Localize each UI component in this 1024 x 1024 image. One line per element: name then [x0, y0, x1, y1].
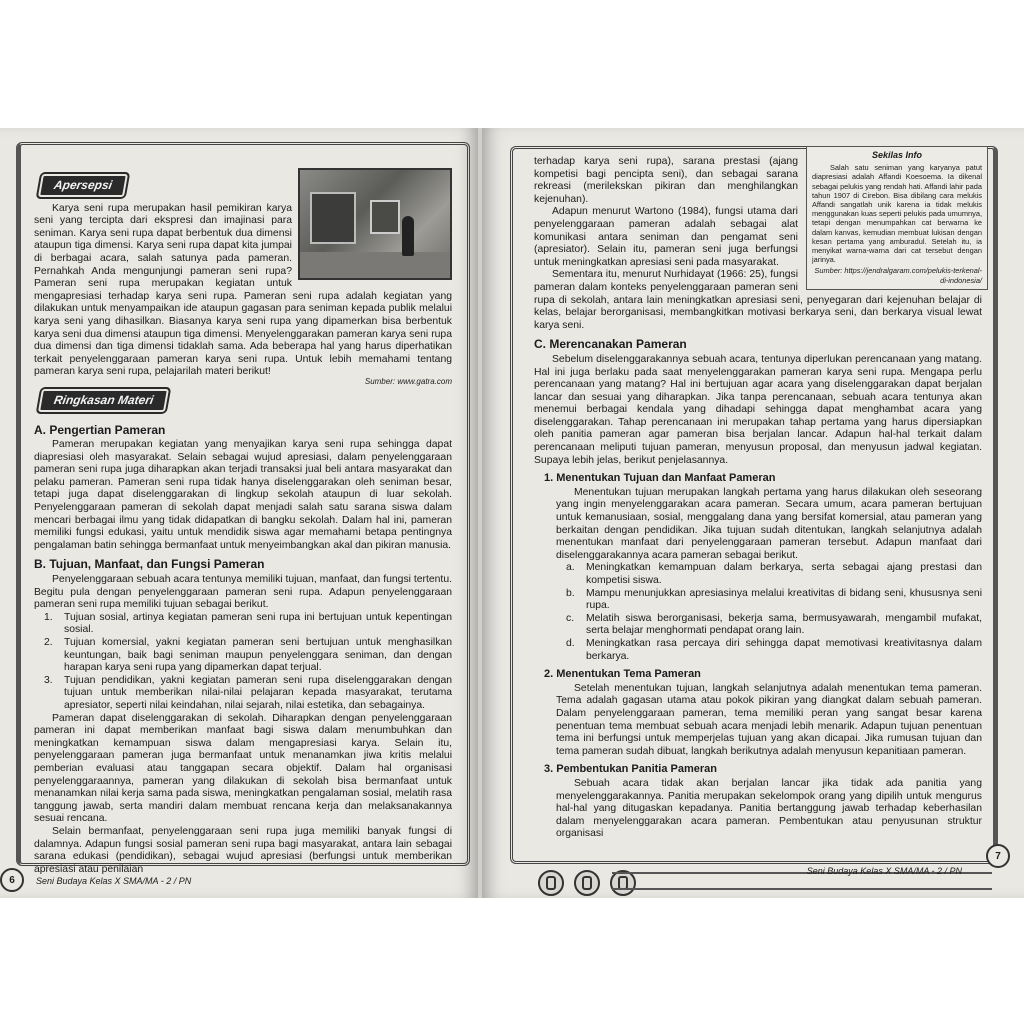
list-item: b. Mampu menunjukkan apresiasinya melalui kreativitas di bidang seni, khususnya seni rupa. — [566, 587, 982, 612]
painting-shape — [370, 200, 400, 234]
exhibition-photo — [298, 168, 452, 280]
painting-shape — [310, 192, 356, 244]
list-item: a. Meningkatkan kemampuan dalam berkarya, serta sebagai ajang prestasi dan kompetisi siswa. — [566, 562, 982, 586]
left-page — [0, 128, 478, 898]
circle-ornament-icon — [538, 870, 564, 896]
section-b-heading: B. Tujuan, Manfaat, dan Fungsi Pameran — [34, 557, 265, 572]
sekilas-info-text: Salah satu seniman yang karyanya patut diapresiasi adalah Affandi Koesoema. Ia dikenal sebagai pelukis yang rendah hati. Affandi lahir pada tahun 1907 di Cirebon. Bisa dibilang cara melukis Affandi sangatlah unik karena ia tidak melukis menggunakan kuas seperti pelukis pada umumnya, tetapi dengan menumpahkan cat berwarna ke dalam kanvas, kemudian membuat lukisan dengan kesan pertama yang amburadul. Setelah itu, ia menyikat warna-warna dari cat tersebut dengan jarinya. — [812, 163, 982, 265]
ringkasan-banner: Ringkasan Materi — [38, 389, 169, 412]
section-a-text: Pameran merupakan kegiatan yang menyajikan karya seni rupa sehingga dapat diapresiasi oleh masyarakat. Selain sebagai wujud apresiasi, dalam penyelenggaraan pameran seni rupa juga diharapkan akan terjadi transaksi jual beli antara masyarakat dan pelaku pameran. Pameran seni rupa tidak hanya diselenggarakan oleh seniman besar, tetapi juga dapat diselenggarakan di lingkup sekolah ataupun di luar sekolah. Penyelenggaraan pameran di sekolah dapat menjadi salah satu sarana siswa dalam mencari berbagai ilmu yang tidak didapatkan di bangku sekolah. Dalam hal ini, pameran memiliki fungsi edukasi, yaitu untuk mendidik siswa agar memahami betapa pentingnya pengalaman batin sehingga bermanfaat untuk menyeimbangkan akal dan pikiran manusia. — [34, 439, 452, 551]
list-item: c. Melatih siswa berorganisasi, bekerja sama, bermusyawarah, mengambil mufakat, serta belajar menghormati pendapat orang lain. — [566, 612, 982, 637]
open-textbook — [0, 128, 1024, 898]
section-c-heading: C. Merencanakan Pameran — [534, 337, 687, 352]
step3-text: Sebuah acara tidak akan berjalan lancar jika tidak ada panitia yang menyelenggarakannya. Panitia merupakan sekelompok orang yang dipilih untuk mengurus hal-hal yang ditugaskan kepadanya. Panitia bertanggung jawab terhadap keberhasilan dalam menyelenggarakan acara pameran. Pembentukan atau penyusunan struktur organisasi — [556, 777, 982, 840]
section-b-intro: Penyelenggaraan sebuah acara tentunya memiliki tujuan, manfaat, dan fungsi tertentu. Begitu pula dengan penyelenggaraan pameran seni rupa. Adapun penyelenggaraan pameran seni rupa memiliki tujuan sebagai berikut. — [34, 574, 452, 611]
goals-list — [34, 612, 452, 713]
photo-caption: Sumber: www.gatra.com — [364, 376, 452, 386]
step3-heading: 3. Pembentukan Panitia Pameran — [544, 763, 718, 776]
visitor-figure — [402, 216, 414, 256]
right-page — [482, 128, 1024, 898]
page-footer: Seni Budaya Kelas X SMA/MA - 2 / PN — [36, 876, 192, 886]
section-a-heading: A. Pengertian Pameran — [34, 422, 166, 437]
right-page-content — [534, 150, 982, 841]
step2-heading: 2. Menentukan Tema Pameran — [544, 668, 701, 681]
wartono-paragraph: Adapun menurut Wartono (1984), fungsi utama dari penyelenggaraan pameran adalah sebagai alat komunikasi antara seniman dan pengamat seni (apresiator). Selain itu, pameran seni juga berfungsi untuk meningkatkan apresiasi seni pada masyarakat. — [534, 206, 798, 268]
apersepsi-paragraph: Karya seni rupa merupakan hasil pemikiran karya seni yang tercipta dari ekspresi dan imajinasi para seniman. Karya seni rupa dapat berbentuk dua dimensi ataupun tiga dimensi. Karya seni rupa dapat kita jumpai di berbagai acara, salah satunya pada pameran. Pernahkah Anda mengunjungi pameran seni rupa? Pameran seni rupa merupakan kegiatan untuk mengapresiasi terhadap karya seni rupa. Pameran seni rupa adalah kegiatan yang dilakukan untuk menyampaikan ide ataupun gagasan para seniman kepada publik melalui karya seni yang dihasilkan. Biasanya karya seni rupa yang dipamerkan bisa berbentuk karya seni dua dimensi ataupun tiga dimensi. Menyelenggarakan pameran karya seni rupa dua dimensi dan tiga dimensi tidaklah sama. Ada beberapa hal yang harus diperhatikan terkait penyelenggaraan pameran karya seni rupa. Untuk lebih memahami tentang pameran karya seni rupa, pelajarilah materi berikut! — [34, 202, 452, 378]
page-number: 6 — [0, 868, 24, 892]
list-item: 3. Tujuan pendidikan, yakni kegiatan pameran seni rupa diselenggarakan dengan tujuan untuk memberikan nilai-nilai pelajaran kepada masyarakat, terutama apresiator, seperti nilai keindahan, nilai sejarah, nilai estetika, dan sebagainya. — [44, 674, 452, 711]
step1-text: Menentukan tujuan merupakan langkah pertama yang harus dilakukan oleh seseorang yang ingin menyelenggarakan acara pameran. Secara umum, acara pameran bertujuan untuk kemanusiaan, sosial, menggalang dana yang bersifat komersial, atau pameran yang berkaitan dengan pendidikan. Jika tujuan sudah ditentukan, langkah selanjutnya adalah menentukan manfaat dari penyelenggaraan pameran tersebut. Adapun manfaat dari diselenggarakannya acara pameran sebagai berikut. — [556, 486, 982, 561]
circle-ornament-icon — [574, 870, 600, 896]
apersepsi-banner: Apersepsi — [38, 174, 128, 197]
nurhidayat-paragraph: Sementara itu, menurut Nurhidayat (1966: 25), fungsi pameran dalam konteks penyelenggaraan pameran seni rupa di sekolah, antara lain meningkatkan apresiasi seni, penyegaran dari kejenuhan belajar di kelas, belajar berorganisasi, membangkitkan motivasi berkarya seni, dan berkarya visual lewat karya seni. — [534, 269, 982, 331]
continuation-paragraph: terhadap karya seni rupa), sarana prestasi (ajang kompetisi bagi pencipta seni), dan sebagai sarana rekreasi (merilekskan pikiran dan menghilangkan kejenuhan). — [534, 156, 798, 205]
list-item: d. Meningkatkan rasa percaya diri sehingga dapat memotivasi kreativitasnya dalam berkarya. — [566, 637, 982, 662]
list-item: 1. Tujuan sosial, artinya kegiatan pameran seni rupa ini bertujuan untuk kepentingan sosial. — [44, 611, 452, 636]
sekilas-info-title: Sekilas Info — [871, 150, 923, 160]
list-item: 2. Tujuan komersial, yakni kegiatan pameran seni bertujuan untuk menghasilkan keuntungan, baik bagi seniman maupun penyelenggara seniman, dan dengan harapan karya seni rupa yang dipamerkan dapat terjual. — [44, 637, 452, 674]
function-paragraph: Selain bermanfaat, penyelenggaraan seni rupa juga memiliki banyak fungsi di dalamnya. Adapun fungsi sosial pameran seni rupa bagi masyarakat, antara lain sebagai sarana edukasi (pendidikan), sebagai wujud apresiasi (berfungsi untuk memberikan apresiasi atau penilaian — [34, 825, 452, 875]
left-page-content — [34, 172, 452, 876]
sekilas-info-box — [806, 146, 988, 290]
sekilas-info-source: Sumber: https://jendralgaram.com/pelukis-terkenal-di-indonesia/ — [814, 266, 982, 285]
step1-heading: 1. Menentukan Tujuan dan Manfaat Pameran — [544, 472, 776, 485]
section-c-intro: Sebelum diselenggarakannya sebuah acara, tentunya diperlukan perencanaan yang matang. Hal ini juga berlaku pada saat menyelenggarakan pameran karya seni rupa. Mengapa perlu perencanaan yang matang? Hal ini bertujuan agar acara yang diselenggarakan dapat berjalan lancar dan sesuai yang diharapkan. Jika tanpa perencanaan, sebuah acara tentunya akan menemui berbagai kendala yang dihadapi sehingga dapat menghambat acara yang diselenggarakan. Tahap perencanaan ini merupakan tahap pertama yang harus dipersiapkan oleh panitia pameran agar pameran bisa berjalan lancar. Adapun hal-hal terkait dalam perencanaan meliputi tujuan pameran, menyusun proposal, dan menyusun jadwal kegiatan. Supaya lebih jelas, berikut penjelasannya. — [534, 353, 982, 466]
page-number: 7 — [986, 844, 1010, 868]
school-exhibition-paragraph: Pameran dapat diselenggarakan di sekolah. Diharapkan dengan penyelenggaraan pameran ini dapat memberikan manfaat bagi siswa dalam menumbuhkan dan meningkatkan kemampuan siswa dalam mengapresiasi karya. Selain itu, penyelenggaraan pameran juga bermanfaat untuk menanamkan jiwa kritis melalui pemberian evaluasi atau tanggapan secara objektif. Dalam hal organisasi penyelenggaraannya, pameran yang dilakukan di sekolah bisa bermanfaat untuk menanamkan nilai kerja sama pada siswa, meningkatkan pengalaman sosial, melatih rasa tanggung jawab, serta mandiri dalam membuat rencana kerja dan melaksanakannya sesuai rencana. — [34, 712, 452, 825]
page-footer: Seni Budaya Kelas X SMA/MA - 2 / PN — [806, 866, 962, 876]
step2-text: Setelah menentukan tujuan, langkah selanjutnya adalah menentukan tema pameran. Tema adalah gagasan utama atau pokok pikiran yang diangkat dalam sebuah pameran. Dalam penyelenggaraan pameran, tema memiliki peran yang sangat besar karena penentuan tema membuat sebuah acara menjadi lebih menarik. Adapun tujuan penentuan tema ini berfungsi untuk memperjelas tujuan yang akan dicapai. Jika rumusan tujuan dan tema pameran sudah dibuat, langkah berikutnya adalah menyusun kepanitiaan pameran. — [556, 682, 982, 757]
benefits-list — [556, 562, 982, 663]
